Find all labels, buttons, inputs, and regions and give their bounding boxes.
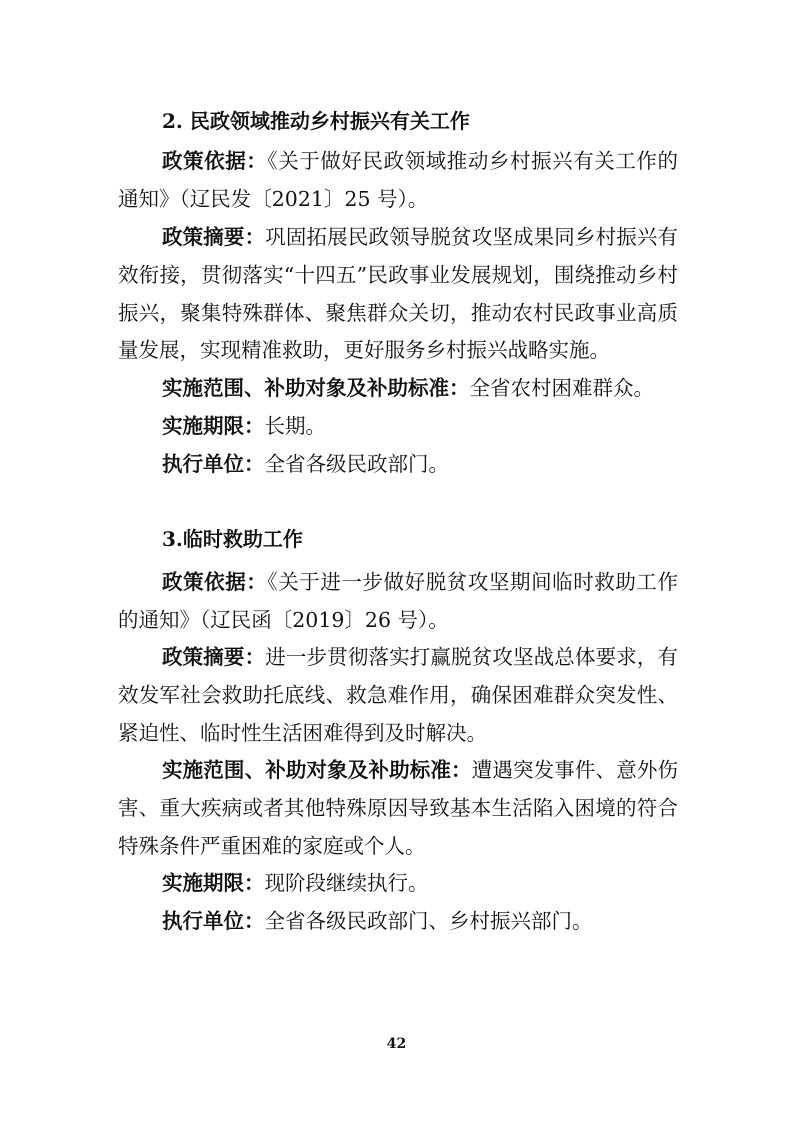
page-number: 42: [386, 1036, 407, 1052]
policy-summary: [118, 219, 678, 370]
policy-basis-text: 《关于做好民政领域推动乡村振兴有关工作的通知》（辽民发〔2021〕25 号）。: [118, 149, 679, 211]
policy-basis-label: 政策依据：: [162, 149, 268, 173]
policy-summary-text: 巩固拓展民政领导脱贫攻坚成果同乡村振兴有效衔接，贯彻落实“十四五”民政事业发展规划，围绕推动乡村振兴，聚集特殊群体、聚焦群众关切，推动农村民政事业高质量发展，实现精准救助，更好服务乡村振兴战略实施。: [118, 225, 679, 363]
implementation-scope-text: 遭遇突发事件、意外伤害、重大疾病或者其他特殊原因导致基本生活陷入困境的符合特殊条件严重困难的家庭或个人。: [118, 758, 678, 858]
policy-basis-text: 《关于进一步做好脱贫攻坚期间临时救助工作的通知》（辽民函〔2019〕26 号）。: [118, 570, 679, 632]
implementation-period-text: 现阶段继续执行。: [264, 871, 429, 895]
implementation-scope-label: 实施范围、补助对象及补助标准：: [162, 376, 470, 400]
policy-summary: [118, 639, 678, 752]
policy-summary-label: 政策摘要：: [162, 645, 266, 669]
implementation-period-text: 长期。: [264, 414, 326, 438]
section-heading: 3.临时救助工作: [162, 527, 303, 551]
implementation-scope-label: 实施范围、补助对象及补助标准：: [162, 758, 472, 782]
executing-unit-text: 全省各级民政部门、乡村振兴部门。: [264, 909, 593, 933]
executing-unit-label: 执行单位：: [162, 909, 265, 933]
executing-unit-label: 执行单位：: [162, 452, 265, 476]
policy-basis-label: 政策依据：: [162, 570, 268, 594]
section-heading: 2. 民政领域推动乡村振兴有关工作: [162, 109, 470, 133]
implementation-period-label: 实施期限：: [162, 871, 265, 895]
executing-unit: [118, 903, 678, 941]
executing-unit-text: 全省各级民政部门。: [264, 452, 449, 476]
policy-basis: [118, 564, 678, 640]
implementation-period-label: 实施期限：: [162, 414, 265, 438]
policy-basis: [118, 143, 678, 219]
implementation-period: [118, 865, 678, 903]
implementation-scope: [118, 370, 678, 408]
executing-unit: [118, 446, 678, 484]
implementation-scope: [118, 752, 678, 865]
policy-summary-label: 政策摘要：: [162, 225, 266, 249]
implementation-scope-text: 全省农村困难群众。: [469, 376, 654, 400]
implementation-period: [118, 408, 678, 446]
policy-summary-text: 进一步贯彻落实打赢脱贫攻坚战总体要求，有效发军社会救助托底线、救急难作用，确保困难群众突发性、紧迫性、临时性生活困难得到及时解决。: [118, 645, 679, 745]
